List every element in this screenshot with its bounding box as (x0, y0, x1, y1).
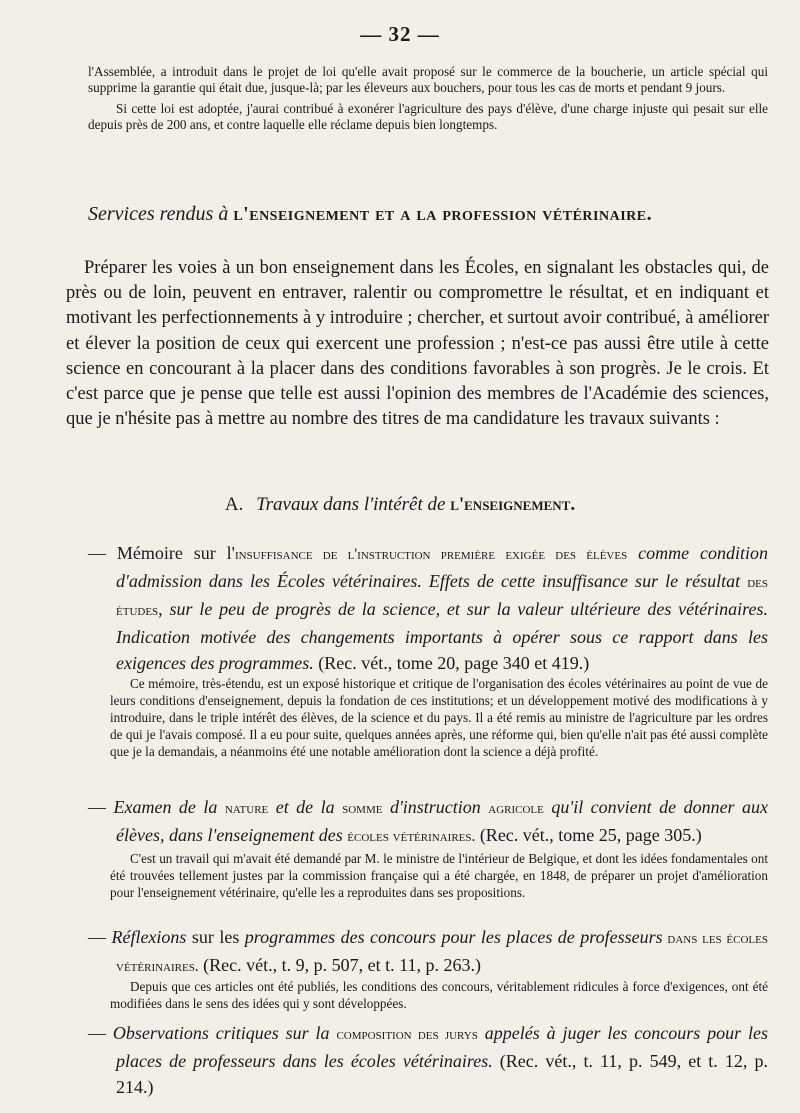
entry-3-dash: — (88, 927, 112, 947)
entry-2-italic-b: et de la (268, 797, 343, 817)
entry-2-reference: (Rec. vét., tome 25, page 305.) (475, 825, 702, 845)
entry-1-italic-a: comme condition d'admission dans les Écoles vétérinaires. Effets de cette insuffisance sur le résultat (116, 543, 768, 591)
entry-2-caps-a: nature (224, 800, 269, 817)
intro-paragraph-2: Si cette loi est adoptée, j'aurai contribué à exonérer l'agriculture des pays d'élève, d'une charge injuste qui pesait sur elle depuis près de 200 ans, et contre laquelle elle réclame depuis bien longtemps. (88, 100, 768, 133)
entry-2-caps-c: agricole (488, 800, 544, 817)
entry-2-italic-c: d'instruction (382, 797, 489, 817)
subsection-title-caps: l'enseignement. (450, 494, 576, 515)
section-title (88, 203, 768, 226)
entry-2-italic-d: qu'il convient de donner aux élèves, dans l'enseignement des (116, 797, 769, 845)
lead-paragraph: Préparer les voies à un bon enseignement dans les Écoles, en signalant les obstacles qui, de près ou de loin, peuvent en entraver, ralentir ou compromettre le résultat, et en indiquant et motivant les perfectionnements à y introduire ; chercher, et surtout avoir contribué, à améliorer et élever la position de ceux qui exercent une profession ; n'est-ce pas aussi être utile à cette science en concourant à la placer dans des conditions favorables à son progrès. Je le crois. Et c'est parce que je pense que telle est aussi l'opinion des membres de l'Académie des sciences, que je n'hésite pas à mettre au nombre des titres de ma candidature les travaux suivants : (66, 258, 769, 430)
entry-1-note-block (110, 675, 768, 760)
entry-2-italic-a: Examen de la (113, 797, 225, 817)
entry-3-note: Depuis que ces articles ont été publiés, les conditions des concours, véritablement ridicules à force d'exigences, ont été modifiées dans le sens des idées qui y sont développées. (110, 979, 768, 1011)
entry-1 (88, 540, 768, 676)
intro-text (88, 64, 768, 134)
entry-4 (88, 1020, 768, 1100)
entry-2-note: C'est un travail qui m'avait été demandé par M. le ministre de l'intérieur de Belgique, et dont les idées fondamentales ont été trouvées tellement justes par la commission française qui a été chargée, en 1848, de préparer un projet d'amélioration pour l'enseignement vétérinaire, qu'elle les a reproduites dans ses propositions. (110, 851, 768, 900)
entry-1-dash: — Mémoire sur l' (88, 543, 235, 563)
entry-2-caps-d: écoles vétérinaires. (347, 828, 476, 845)
intro-paragraph-1: l'Assemblée, a introduit dans le projet de loi qu'elle avait proposé sur le commerce de la boucherie, un article spécial qui supprime la garantie qui était due, jusque-là; par les éleveurs aux bouchers, pour tous les cas de morts et pendant 9 jours. (88, 64, 768, 96)
entry-1-note: Ce mémoire, très-étendu, est un exposé historique et critique de l'organisation des écoles vétérinaires au point de vue de leurs conditions d'enseignement, depuis la fondation de ces institutions; et un développement motivé des modifications à y introduire, dans le triple intérêt des élèves, de la science et du pays. Il a été remis au ministre de l'agriculture par les ordres de qui je l'avais composé. Il a eu pour suite, quelques années après, une réforme qui, bien qu'elle n'ait pas été aussi complète que je la demandais, a néanmoins été une notable amélioration dont la science a déjà profité. (110, 676, 768, 759)
entry-2-dash: — (88, 797, 114, 817)
entry-1-italic-b: , sur le peu de progrès de la science, et sur la valeur ultérieure des vétérinaires. Indication motivée des changements importants à opérer sous ce rapport dans les exigences des programmes. (116, 599, 768, 673)
entry-3 (88, 924, 768, 980)
subsection-title (0, 494, 800, 516)
entry-4-dash: — (88, 1023, 113, 1043)
entry-3-plain-b: sur les (186, 927, 245, 947)
entry-3-italic-b: programmes des concours pour les places de professeurs (244, 927, 663, 947)
entry-3-italic-a: Réflexions (111, 927, 187, 947)
entry-3-caps-c: dans les écoles vétérinaires. (116, 930, 768, 975)
subsection-title-italic: Travaux dans l'intérêt de (256, 494, 446, 515)
entry-3-note-block (110, 978, 768, 1012)
section-title-italic: Services rendus à (88, 203, 229, 225)
entry-2-caps-b: somme (342, 800, 383, 817)
entry-2-note-block (110, 850, 768, 901)
entry-1-caps-a: insuffisance de l'instruction première exigée des élèves (234, 546, 628, 563)
entry-4-caps-a: composition des jurys (336, 1026, 478, 1043)
entry-4-italic-a: Observations critiques sur la (112, 1023, 337, 1043)
lead-paragraph-block (66, 256, 769, 432)
entry-4-reference: (Rec. vét., t. 11, p. 549, et t. 12, p. 214.) (116, 1051, 769, 1097)
entry-1-reference: (Rec. vét., tome 20, page 340 et 419.) (313, 653, 590, 673)
page-number: — 32 — (360, 22, 440, 46)
entry-2 (88, 794, 768, 850)
entry-4-italic-b: appelés à juger les concours pour les places de professeurs dans les écoles vétérinaires. (116, 1023, 769, 1071)
section-title-caps: l'enseignement et a la profession vétérinaire. (233, 203, 653, 225)
subsection-letter: A. (224, 494, 244, 515)
entry-1-caps-b: des études (116, 574, 768, 619)
entry-3-reference: (Rec. vét., t. 9, p. 507, et t. 11, p. 263.) (198, 955, 481, 975)
